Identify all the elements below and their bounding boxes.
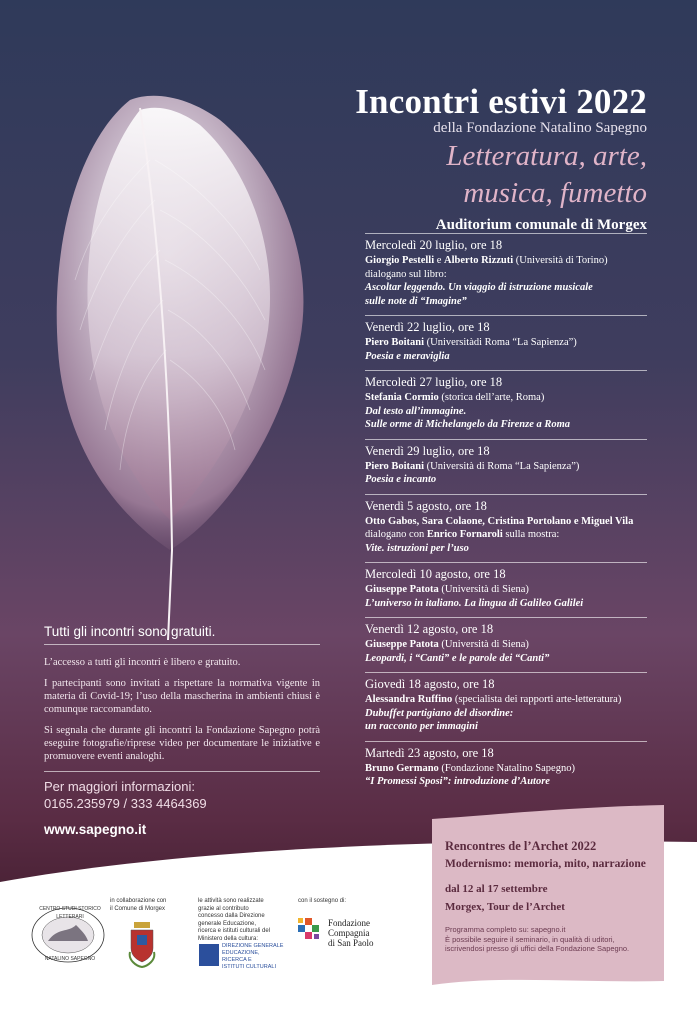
event-speakers [365,460,647,474]
event-topic: Dal testo all’immagine. [365,405,467,417]
affiliation: (Fondazione Natalino Sapegno) [438,762,575,774]
collab-line: in collaborazione con [110,898,167,904]
affiliation: (Universitàdi Roma “La Sapienza”) [424,337,577,348]
affiliation: (storica dell’arte, Roma) [438,392,545,403]
event-item [365,370,647,439]
speaker: Giuseppe Patota [365,639,439,650]
event-date: Venerdì 29 luglio, ore 18 [365,443,490,458]
note-text: dialogano con [365,529,427,540]
event-item [365,617,647,672]
event-item [365,315,647,370]
fcsp-text [328,918,374,948]
archet-place: Morgex, Tour de l’Archet [445,901,565,913]
affiliation: (Università di Torino) [513,255,608,266]
collab-line: il Comune di Morgex [110,905,166,912]
speaker: Stefania Cormio [365,392,439,403]
speaker: Piero Boitani [365,337,425,348]
collab-text [110,898,166,913]
event-topic: sulle note di “Imagine” [365,295,467,307]
event-date: Mercoledì 10 agosto, ore 18 [365,567,506,581]
event-topic: Poesia e meraviglia [365,350,450,362]
affiliation: (specialista dei rapporti arte-letteratura) [452,694,622,705]
fcsp-line: di San Paolo [328,938,374,948]
fcsp-line: Compagnia [328,928,370,938]
event-date: Mercoledì 20 luglio, ore 18 [365,238,503,252]
dg-line: DIREZIONE GENERALE [222,943,284,949]
page-title: Incontri estivi 2022 [355,82,647,121]
seal-text-bottom: NATALINO SAPEGNO [44,956,96,962]
event-date: Venerdì 5 agosto, ore 18 [365,498,487,513]
event-topic: Ascoltar leggendo. Un viaggio di istruzione musicale [365,282,593,293]
contact-info [44,771,320,812]
venue: Auditorium comunale di Morgex [435,217,647,233]
affiliation: (Università di Siena) [438,584,529,595]
event-topic: Vite. istruzioni per l’uso [365,542,469,554]
dg-line: ISTITUTI CULTURALI [222,964,276,970]
speaker: Piero Boitani [365,460,425,472]
event-item [365,562,647,617]
event-topic: Dubuffet partigiano del disordine: [365,707,514,719]
event-speakers [365,638,647,652]
archet-info [445,838,650,954]
contact-label: Per maggiori informazioni: [44,779,196,794]
dg-text [222,943,283,971]
ministry-line: le attività sono realizzate [198,898,264,904]
feather-illustration [20,80,340,640]
ministry-text [198,898,293,943]
event-date: Venerdì 12 agosto, ore 18 [365,622,494,636]
theme-line-1: Letteratura, arte, [446,140,647,172]
event-note: dialogano sul libro: [365,268,447,280]
header [355,82,647,234]
connector: e [434,255,445,266]
event-topic: L’universo in italiano. La lingua di Galileo Galilei [365,597,584,609]
info-block [44,624,320,812]
dg-line: EDUCAZIONE, [222,950,260,956]
speaker: Enrico Fornaroli [426,529,503,540]
archet-title: Rencontres de l’Archet 2022 [445,839,597,853]
event-date: Venerdì 22 luglio, ore 18 [365,320,490,334]
theme-line-2: musica, fumetto [463,177,647,209]
morgex-crest-icon [128,922,156,972]
event-topic: Sulle orme di Michelangelo da Firenze a Roma [365,419,571,430]
event-speakers: Otto Gabos, Sara Colaone, Cristina Portolano e Miguel Vila [365,515,634,527]
event-topic: un racconto per immagini [365,721,478,732]
event-item [365,233,647,315]
contact-phones: 0165.235979 / 333 4464369 [44,796,207,811]
info-paragraph: Si segnala che durante gli incontri la Fondazione Sapegno potrà eseguire fotografie/riprese video per documentare le iniziative e promuovere eventi analoghi. [44,725,320,762]
speaker: Alessandra Ruffino [365,694,453,705]
page-subtitle: della Fondazione Natalino Sapegno [433,120,647,136]
info-paragraph: L’accesso a tutti gli incontri è libero e gratuito. [44,657,241,668]
event-item [365,672,647,741]
events-list [365,233,647,796]
event-date: Martedì 23 agosto, ore 18 [365,745,494,760]
ministry-line: generale Educazione, [198,920,257,927]
seal-text-top: CENTRO STUDI STORICO LETTERARI [39,906,101,920]
ministry-line: Ministero della cultura: [198,935,259,942]
event-speakers [365,391,647,405]
event-speakers [365,762,647,776]
affiliation: (Università di Roma “La Sapienza”) [424,460,580,472]
event-item [365,439,647,494]
ministry-logo-icon [199,944,219,966]
event-speakers [365,254,647,268]
ministry-line: grazie al contributo [198,905,249,912]
event-topic: Poesia e incanto [365,474,437,485]
event-date: Mercoledì 27 luglio, ore 18 [365,375,503,389]
speaker: Giuseppe Patota [365,584,439,595]
archet-dates: dal 12 al 17 settembre [445,883,548,895]
archet-program: Programma completo su: sapegno.it [445,925,566,934]
event-speakers [365,336,647,350]
note-text: sulla mostra: [502,529,560,540]
info-heading: Tutti gli incontri sono gratuiti. [44,624,320,645]
ministry-line: ricerca e istituti culturali del [198,928,271,934]
event-date: Giovedì 18 agosto, ore 18 [365,677,495,691]
event-item [365,741,647,796]
affiliation: (Università di Siena) [438,639,529,650]
event-topic: “I Promessi Sposi”: introduzione d’Autore [365,776,550,787]
speaker: Giorgio Pestelli [365,255,435,266]
dg-line: RICERCA E [222,957,252,963]
archet-subtitle: Modernismo: memoria, mito, narrazione [445,858,646,870]
website-link[interactable]: www.sapegno.it [44,822,147,837]
event-speakers [365,583,647,597]
support-text: con il sostegno di: [298,898,347,904]
event-note [365,528,647,542]
fcsp-line: Fondazione [328,918,370,928]
event-topic: Leopardi, i “Canti” e le parole dei “Canti” [365,652,550,664]
fcsp-logo-icon [298,918,320,944]
event-speakers [365,693,647,707]
speaker: Bruno Germano [365,762,439,774]
info-paragraph: I partecipanti sono invitati a rispettare la normativa vigente in materia di Covid-19; l’uso della mascherina in ambienti chiusi è comunque raccomandato. [44,678,320,715]
speaker: Alberto Rizzuti [444,255,514,266]
event-item [365,494,647,563]
archet-note: È possibile seguire il seminario, in qualità di uditori, iscrivendosi presso gli uffici della Fondazione Sapegno. [445,934,630,953]
ministry-line: concesso dalla Direzione [198,913,265,919]
